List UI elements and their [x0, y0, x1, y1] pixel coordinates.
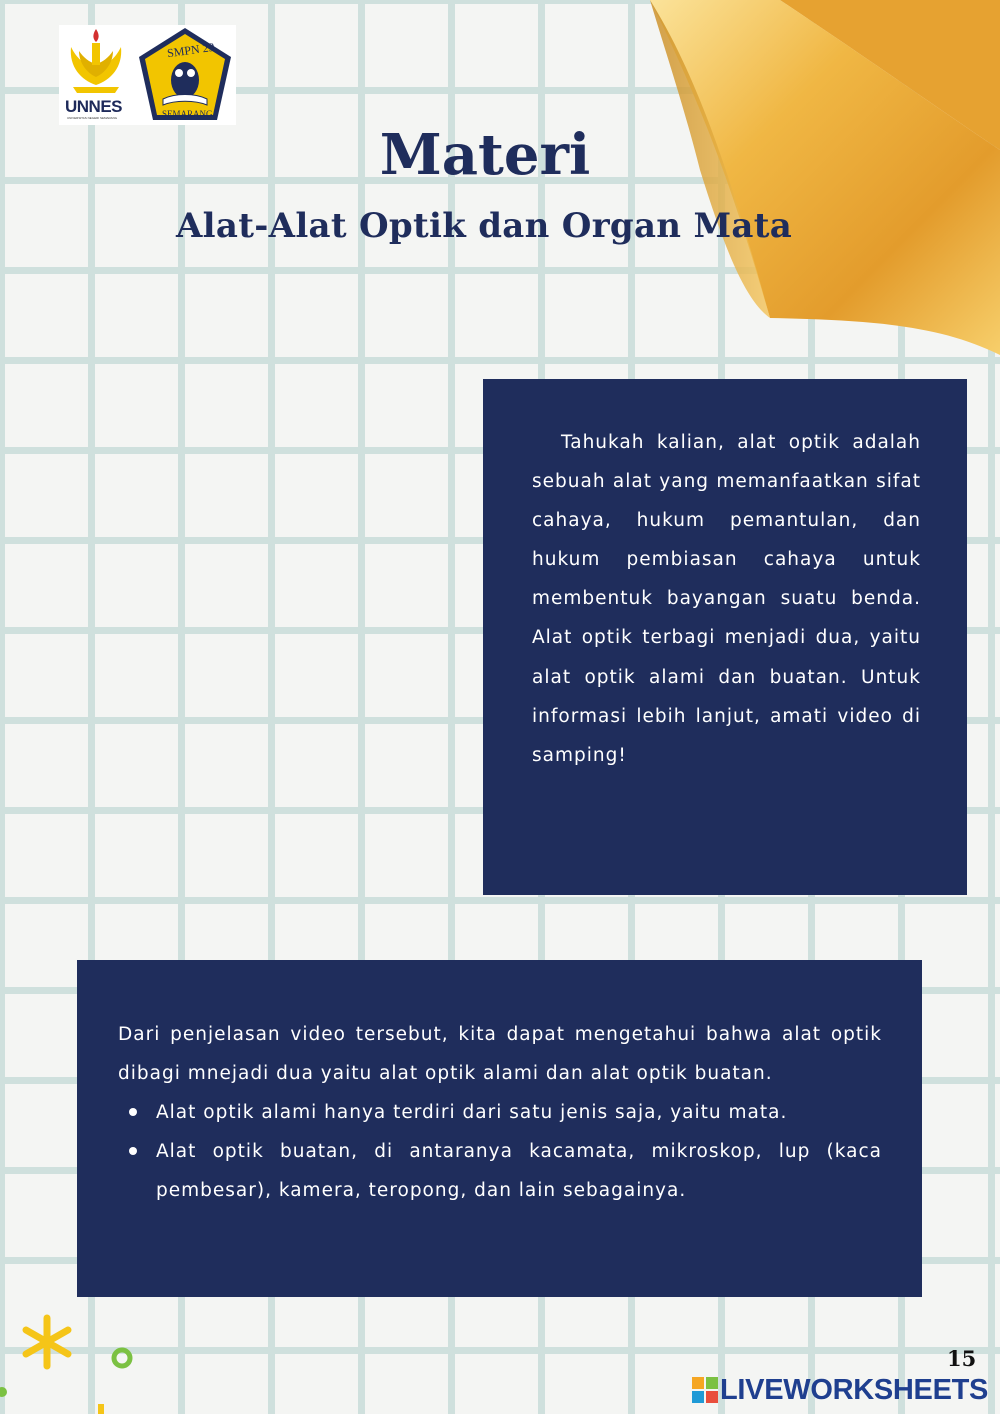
bullet-text: Alat optik alami hanya terdiri dari satu jenis saja, yaitu mata. — [156, 1102, 788, 1124]
logo-group — [59, 25, 236, 125]
page-subtitle: Alat-Alat Optik dan Organ Mata — [176, 206, 793, 246]
liveworksheets-logo-icon — [692, 1377, 718, 1403]
list-item — [156, 1132, 882, 1210]
summary-bullet-list — [118, 1093, 882, 1210]
unnes-wordmark: UNNES — [65, 97, 123, 116]
page-number: 15 — [947, 1346, 977, 1371]
bullet-icon — [129, 1108, 137, 1116]
school-badge-bottom-text: SEMARANG — [162, 109, 213, 119]
school-badge-top-text: SMPN 29 — [166, 39, 216, 61]
liveworksheets-wordmark: LIVEWORKSHEETS — [720, 1373, 989, 1406]
page-title: Materi — [379, 122, 591, 188]
decorative-shapes — [0, 1300, 160, 1414]
bullet-text: Alat optik buatan, di antaranya kacamata, mikroskop, lup (kaca pembesar), kamera, teropong, dan lain sebagainya. — [156, 1141, 882, 1202]
intro-text-box — [483, 379, 967, 895]
liveworksheets-brand — [692, 1375, 988, 1405]
summary-paragraph: Dari penjelasan video tersebut, kita dapat mengetahui bahwa alat optik dibagi mnejadi dua yaitu alat optik alami dan alat optik buatan. — [118, 1024, 882, 1085]
summary-text-box — [77, 960, 922, 1297]
bullet-icon — [129, 1147, 137, 1155]
list-item — [156, 1093, 882, 1132]
unnes-subtitle: UNIVERSITAS NEGERI SEMARANG — [67, 116, 118, 120]
intro-paragraph: Tahukah kalian, alat optik adalah sebuah alat yang memanfaatkan sifat cahaya, hukum pemantulan, dan hukum pembiasan cahaya untuk membentuk bayangan suatu benda. Alat optik terbagi menjadi dua, yaitu alat optik alami dan buatan. Untuk informasi lebih lanjut, amati video di samping! — [532, 432, 921, 766]
